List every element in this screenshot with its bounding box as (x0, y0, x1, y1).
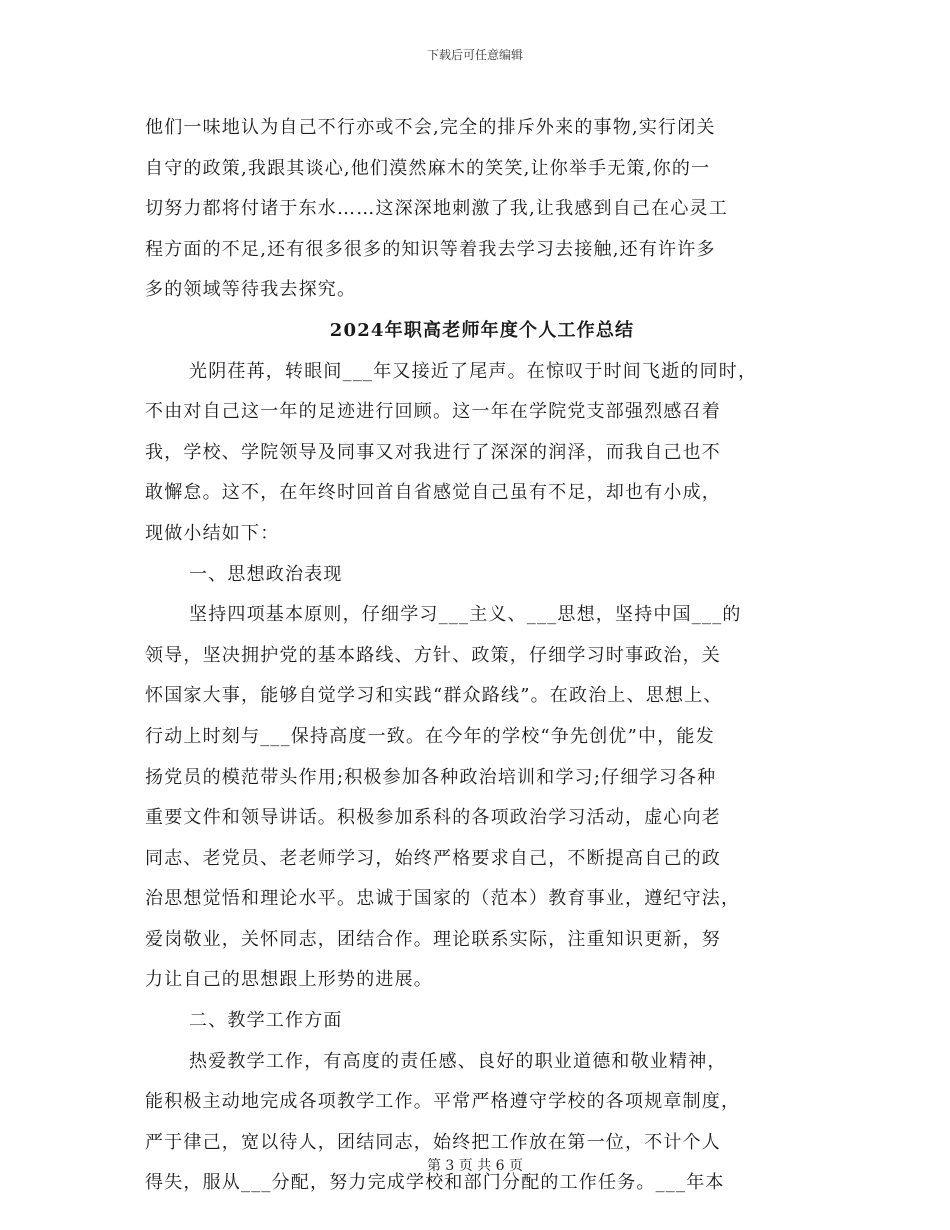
text-line: 光阴荏苒，转眼间___年又接近了尾声。在惊叹于时间飞逝的同时， (189, 360, 758, 382)
text-line: 得失，服从___分配，努力完成学校和部门分配的工作任务。___年本 (145, 1172, 725, 1194)
text-line: 他们一味地认为自己不行亦或不会,完全的排斥外来的事物,实行闭关 (145, 117, 716, 138)
text-line: 治思想觉悟和理论水平。忠诚于国家的（范本）教育事业，遵纪守法， (145, 888, 741, 910)
text-line: 我，学校、学院领导及同事又对我进行了深深的润泽，而我自己也不 (145, 441, 721, 463)
text-line: 坚持四项基本原则，仔细学习___主义、___思想，坚持中国___的 (189, 604, 742, 626)
document-title: 2024年职高老师年度个人工作总结 (329, 319, 635, 341)
text-line: 爱岗敬业，关怀同志，团结合作。理论联系实际，注重知识更新，努 (145, 928, 721, 950)
text-line: 现做小结如下： (145, 522, 280, 544)
text-line: 严于律己，宽以待人，团结同志，始终把工作放在第一位，不计个人 (145, 1131, 721, 1153)
text-line: 重要文件和领导讲话。积极参加系科的各项政治学习活动，虚心向老 (145, 807, 721, 829)
text-line: 能积极主动地完成各项教学工作。平常严格遵守学校的各项规章制度， (145, 1091, 741, 1113)
text-line: 多的领域等待我去探究。 (145, 279, 357, 301)
text-line: 切努力都将付诸于东水……这深深地刺激了我,让我感到自己在心灵工 (145, 198, 728, 220)
text-line: 力让自己的思想跟上形势的进展。 (145, 969, 433, 991)
text-line: 怀国家大事，能够自觉学习和实践“群众路线”。在政治上、思想上、 (145, 685, 723, 707)
text-line: 程方面的不足,还有很多很多的知识等着我去学习去接触,还有许许多 (145, 238, 716, 260)
text-line: 行动上时刻与___保持高度一致。在今年的学校“争先创优”中，能发 (145, 725, 715, 747)
page-header: 下载后可任意编辑 (426, 48, 523, 62)
text-line: 扬党员的模范带头作用;积极参加各种政治培训和学习;仔细学习各种 (145, 766, 717, 788)
section-heading: 二、教学工作方面 (189, 1010, 343, 1032)
text-line: 自守的政策,我跟其谈心,他们漠然麻木的笑笑,让你举手无策,你的一 (145, 157, 711, 179)
text-line: 领导，坚决拥护党的基本路线、方针、政策，仔细学习时事政治，关 (145, 644, 721, 666)
text-line: 不由对自己这一年的足迹进行回顾。这一年在学院党支部强烈感召着 (145, 401, 721, 423)
page-footer: 第 3 页 共 6 页 (426, 1158, 524, 1174)
document-body (145, 108, 815, 1204)
text-line: 敢懈怠。这不，在年终时回首自省感觉自己虽有不足，却也有小成， (145, 482, 721, 504)
text-line: 热爱教学工作，有高度的责任感、良好的职业道德和敬业精神， (189, 1050, 727, 1072)
section-heading: 一、思想政治表现 (189, 563, 343, 585)
text-line: 同志、老党员、老老师学习，始终严格要求自己，不断提高自己的政 (145, 847, 721, 869)
